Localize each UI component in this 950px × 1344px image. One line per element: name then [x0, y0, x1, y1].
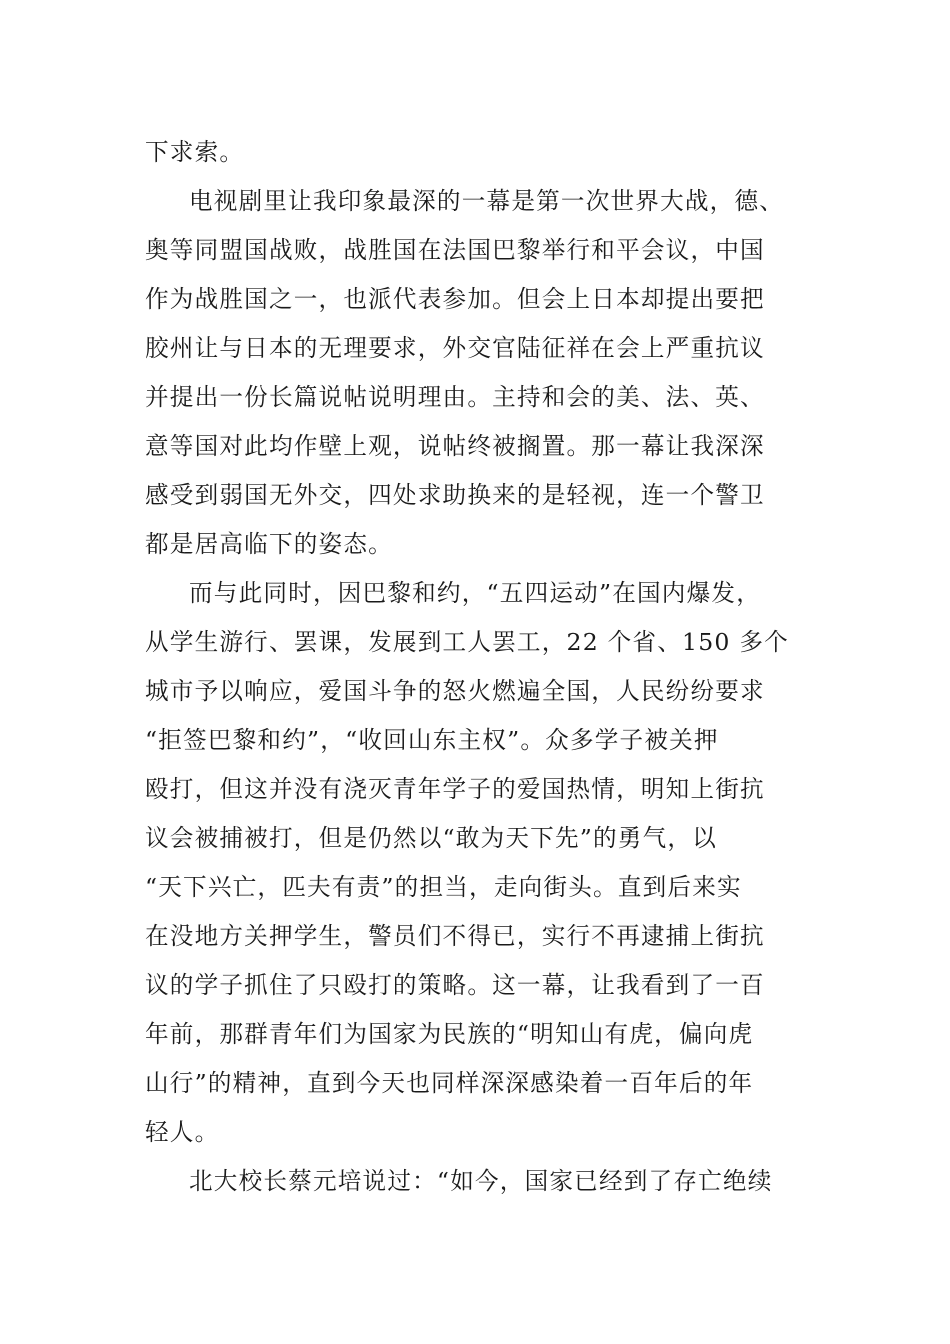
- paragraph-line: 并提出一份长篇说帖说明理由。主持和会的美、法、英、: [145, 383, 765, 411]
- paragraph-line: 在没地方关押学生，警员们不得已，实行不再逮捕上街抗: [145, 922, 765, 950]
- paragraph-line: 奥等同盟国战败，战胜国在法国巴黎举行和平会议，中国: [145, 236, 765, 264]
- paragraph-line: 作为战胜国之一，也派代表参加。但会上日本却提出要把: [145, 285, 765, 313]
- paragraph-line: 胶州让与日本的无理要求，外交官陆征祥在会上严重抗议: [145, 334, 765, 362]
- paragraph-line: 都是居高临下的姿态。: [145, 530, 393, 558]
- paragraph-line: “拒签巴黎和约”，“收回山东主权”。众多学子被关押: [145, 726, 719, 754]
- paragraph-line: 下求索。: [145, 138, 245, 166]
- paragraph-line: 从学生游行、罢课，发展到工人罢工，22 个省、150 多个: [145, 628, 789, 656]
- paragraph-line: 而与此同时，因巴黎和约，“五四运动”在国内爆发，: [189, 579, 761, 607]
- paragraph-line: 感受到弱国无外交，四处求助换来的是轻视，连一个警卫: [145, 481, 765, 509]
- paragraph-line: 意等国对此均作壁上观，说帖终被搁置。那一幕让我深深: [145, 432, 765, 460]
- paragraph-line: 殴打，但这并没有浇灭青年学子的爱国热情，明知上街抗: [145, 775, 765, 803]
- paragraph-line: 山行”的精神，直到今天也同样深深感染着一百年后的年: [145, 1069, 754, 1097]
- paragraph-line: 电视剧里让我印象最深的一幕是第一次世界大战，德、: [189, 187, 785, 215]
- paragraph-line: 议的学子抓住了只殴打的策略。这一幕，让我看到了一百: [145, 971, 765, 999]
- paragraph-line: 北大校长蔡元培说过：“如今，国家已经到了存亡绝续: [189, 1167, 773, 1195]
- paragraph-line: 轻人。: [145, 1118, 220, 1146]
- paragraph-line: 议会被捕被打，但是仍然以“敢为天下先”的勇气，以: [145, 824, 717, 852]
- document-body: [145, 128, 807, 1206]
- paragraph-line: 年前，那群青年们为国家为民族的“明知山有虎，偏向虎: [145, 1020, 754, 1048]
- paragraph-line: 城市予以响应，爱国斗争的怒火燃遍全国，人民纷纷要求: [145, 677, 765, 705]
- paragraph-line: “天下兴亡，匹夫有责”的担当，走向街头。直到后来实: [145, 873, 742, 901]
